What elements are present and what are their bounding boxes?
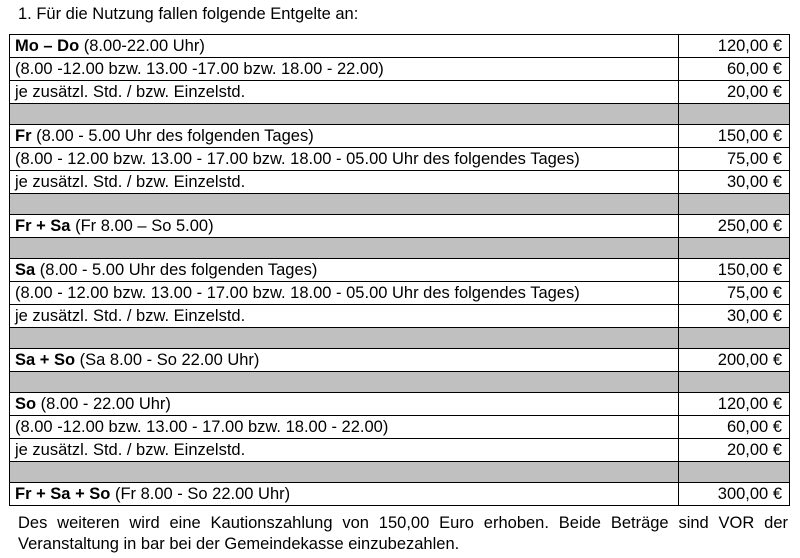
fee-price: 60,00 € xyxy=(679,416,790,439)
separator-row xyxy=(10,372,790,393)
fee-time-text: je zusätzl. Std. / bzw. Einzelstd. xyxy=(15,307,246,325)
separator-row xyxy=(10,104,790,125)
fee-description xyxy=(10,171,679,194)
fee-price: 20,00 € xyxy=(679,439,790,462)
fee-price: 300,00 € xyxy=(679,483,790,506)
section-heading: 1. Für die Nutzung fallen folgende Entgelte an: xyxy=(18,5,359,23)
fee-row xyxy=(10,393,790,416)
fee-price: 30,00 € xyxy=(679,171,790,194)
fee-description xyxy=(10,439,679,462)
fee-time-text: (8.00 - 12.00 bzw. 13.00 - 17.00 bzw. 18.00 - 05.00 Uhr des folgendes Tages) xyxy=(15,150,580,168)
fee-time-text: (8.00 - 12.00 bzw. 13.00 - 17.00 bzw. 18.00 - 05.00 Uhr des folgendes Tages) xyxy=(15,284,580,302)
fee-row xyxy=(10,35,790,58)
fee-price: 150,00 € xyxy=(679,125,790,148)
fee-time-text: (Fr 8.00 – So 5.00) xyxy=(70,217,214,235)
fee-time-text: (8.00 - 5.00 Uhr des folgenden Tages) xyxy=(35,261,318,279)
fee-row xyxy=(10,282,790,305)
fee-row xyxy=(10,215,790,238)
fee-description xyxy=(10,393,679,416)
fee-day-label: Mo – Do xyxy=(15,37,80,55)
fee-price: 20,00 € xyxy=(679,81,790,104)
fee-day-label: Fr + Sa + So xyxy=(15,485,111,503)
separator-cell xyxy=(679,328,790,349)
fee-description xyxy=(10,215,679,238)
fee-row xyxy=(10,439,790,462)
fee-time-text: (8.00 -12.00 bzw. 13.00 - 17.00 bzw. 18.00 - 22.00) xyxy=(15,418,389,436)
fee-day-label: Fr + Sa xyxy=(15,217,71,235)
separator-row xyxy=(10,238,790,259)
fee-row xyxy=(10,305,790,328)
fee-row xyxy=(10,483,790,506)
fee-description xyxy=(10,259,679,282)
separator-cell xyxy=(10,328,679,349)
separator-row xyxy=(10,462,790,483)
separator-row xyxy=(10,194,790,215)
fee-time-text: (Sa 8.00 - So 22.00 Uhr) xyxy=(75,351,260,369)
fee-price: 150,00 € xyxy=(679,259,790,282)
separator-cell xyxy=(10,462,679,483)
fee-description xyxy=(10,349,679,372)
fee-description xyxy=(10,416,679,439)
separator-cell xyxy=(10,372,679,393)
fee-description xyxy=(10,282,679,305)
fee-table xyxy=(9,34,790,506)
fee-row xyxy=(10,81,790,104)
fee-time-text: (8.00 - 5.00 Uhr des folgenden Tages) xyxy=(31,127,314,145)
fee-description xyxy=(10,125,679,148)
fee-description xyxy=(10,58,679,81)
fee-description xyxy=(10,483,679,506)
fee-description xyxy=(10,305,679,328)
fee-table-body xyxy=(10,35,790,506)
fee-time-text: (8.00 - 22.00 Uhr) xyxy=(36,395,171,413)
separator-cell xyxy=(679,372,790,393)
fee-row xyxy=(10,148,790,171)
fee-price: 120,00 € xyxy=(679,35,790,58)
fee-row xyxy=(10,349,790,372)
fee-description xyxy=(10,148,679,171)
fee-day-label: Sa xyxy=(15,261,36,279)
fee-time-text: (8.00 -12.00 bzw. 13.00 -17.00 bzw. 18.00 - 22.00) xyxy=(15,60,384,78)
fee-day-label: Sa + So xyxy=(15,351,76,369)
fee-day-label: Fr xyxy=(15,127,32,145)
fee-price: 200,00 € xyxy=(679,349,790,372)
fee-row xyxy=(10,125,790,148)
fee-time-text: (8.00-22.00 Uhr) xyxy=(79,37,205,55)
fee-price: 120,00 € xyxy=(679,393,790,416)
fee-row xyxy=(10,171,790,194)
fee-time-text: (Fr 8.00 - So 22.00 Uhr) xyxy=(110,485,291,503)
separator-cell xyxy=(10,194,679,215)
fee-row xyxy=(10,58,790,81)
fee-row xyxy=(10,259,790,282)
fee-time-text: je zusätzl. Std. / bzw. Einzelstd. xyxy=(15,441,246,459)
fee-time-text: je zusätzl. Std. / bzw. Einzelstd. xyxy=(15,83,246,101)
separator-cell xyxy=(679,462,790,483)
fee-row xyxy=(10,416,790,439)
fee-price: 30,00 € xyxy=(679,305,790,328)
fee-price: 75,00 € xyxy=(679,282,790,305)
fee-description xyxy=(10,81,679,104)
fee-description xyxy=(10,35,679,58)
separator-cell xyxy=(10,104,679,125)
separator-cell xyxy=(679,104,790,125)
separator-cell xyxy=(10,238,679,259)
separator-cell xyxy=(679,238,790,259)
deposit-note: Des weiteren wird eine Kautionszahlung von 150,00 Euro erhoben. Beide Beträge sind VOR der Veranstaltung in bar bei der Gemeindekasse einzubezahlen. xyxy=(18,514,788,553)
separator-cell xyxy=(679,194,790,215)
separator-row xyxy=(10,328,790,349)
fee-time-text: je zusätzl. Std. / bzw. Einzelstd. xyxy=(15,173,246,191)
fee-price: 60,00 € xyxy=(679,58,790,81)
fee-day-label: So xyxy=(15,395,37,413)
fee-price: 250,00 € xyxy=(679,215,790,238)
fee-price: 75,00 € xyxy=(679,148,790,171)
